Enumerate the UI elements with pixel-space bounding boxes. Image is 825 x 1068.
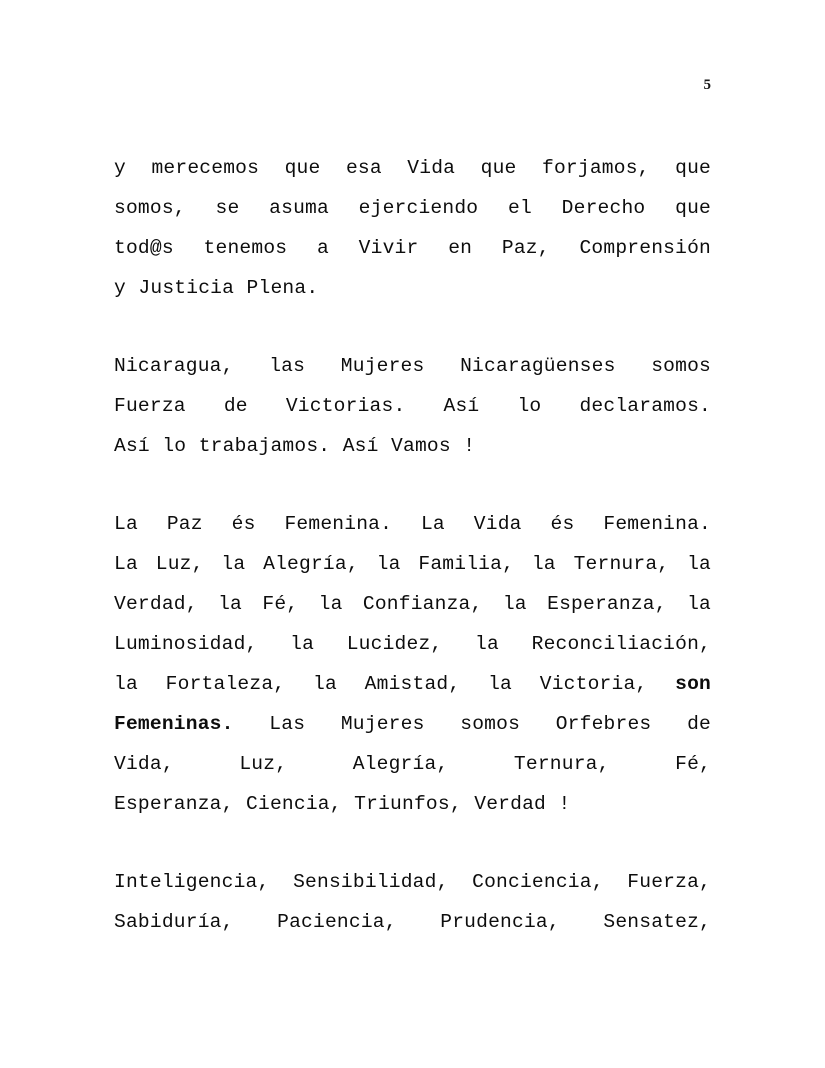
bold-run-son: son <box>675 673 711 695</box>
text-line: La Luz, la Alegría, la Familia, la Ternura, la <box>114 553 711 575</box>
text-line: y Justicia Plena. <box>114 277 319 299</box>
paragraph-3 <box>114 504 711 824</box>
text-line: Así lo trabajamos. Así Vamos ! <box>114 435 476 457</box>
line-plain-part: la Fortaleza, la Amistad, la Victoria, <box>114 673 676 695</box>
paragraph-4 <box>114 862 711 942</box>
text-line: Luminosidad, la Lucidez, la Reconciliación, <box>114 633 711 655</box>
text-line: Fuerza de Victorias. Así lo declaramos. <box>114 395 711 417</box>
paragraph-1 <box>114 148 711 308</box>
text-line-with-bold-tail <box>114 664 711 704</box>
text-line: Nicaragua, las Mujeres Nicaragüenses somos <box>114 355 711 377</box>
page-number: 5 <box>703 77 711 93</box>
text-line: Inteligencia, Sensibilidad, Conciencia, Fuerza, <box>114 871 711 893</box>
text-line: y merecemos que esa Vida que forjamos, que <box>114 157 711 179</box>
text-line: somos, se asuma ejerciendo el Derecho que <box>114 197 711 219</box>
bold-run-femeninas: Femeninas. <box>114 713 234 735</box>
line-plain-part: Las Mujeres somos Orfebres de <box>233 713 711 735</box>
text-line: Esperanza, Ciencia, Triunfos, Verdad ! <box>114 793 571 815</box>
text-line: La Paz és Femenina. La Vida és Femenina. <box>114 513 711 535</box>
paragraph-2 <box>114 346 711 466</box>
text-line: tod@s tenemos a Vivir en Paz, Comprensión <box>114 237 711 259</box>
text-column <box>114 148 711 942</box>
text-line: Verdad, la Fé, la Confianza, la Esperanza, la <box>114 593 711 615</box>
text-line: Vida, Luz, Alegría, Ternura, Fé, <box>114 753 711 775</box>
text-line-with-bold-head <box>114 704 711 744</box>
text-line: Sabiduría, Paciencia, Prudencia, Sensatez, <box>114 911 711 933</box>
